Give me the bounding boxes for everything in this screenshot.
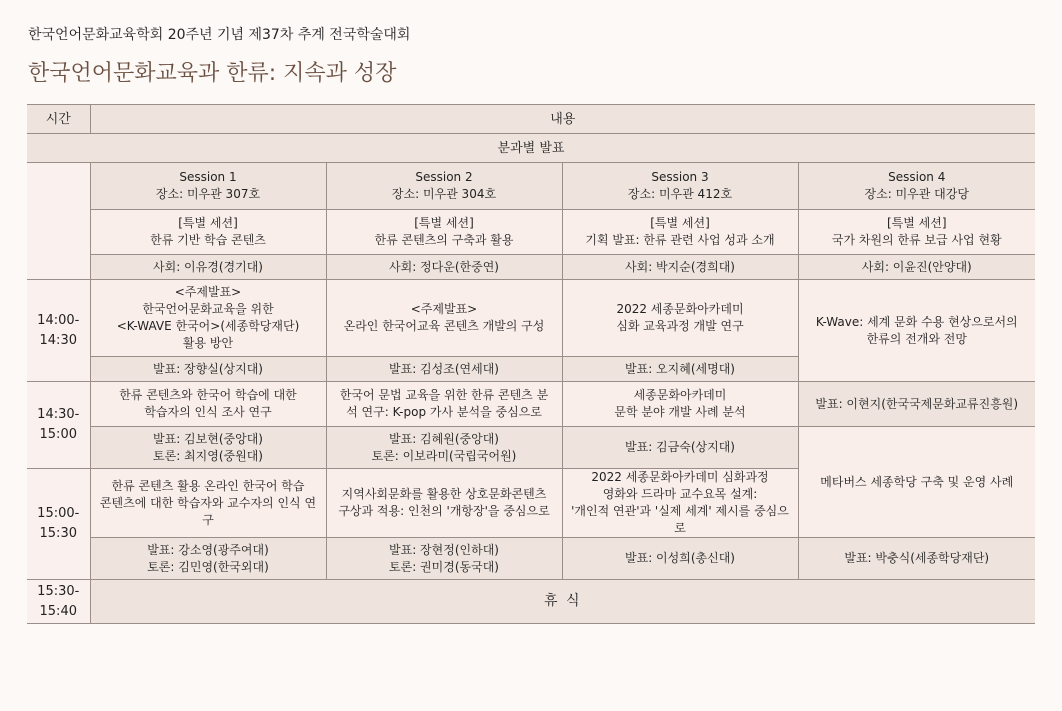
time-end: 15:40 bbox=[39, 603, 77, 619]
session-name: Session 4 bbox=[888, 170, 946, 184]
time-slot-3 bbox=[27, 469, 90, 580]
time-break bbox=[27, 580, 90, 624]
time-start: 15:30- bbox=[37, 583, 80, 599]
session-4-header bbox=[798, 163, 1035, 210]
slot3-s4-topic: 메타버스 세종학당 구축 및 운영 사례 bbox=[798, 427, 1035, 538]
special-topic: 한류 기반 학습 콘텐츠 bbox=[150, 233, 266, 247]
slot3-s4-presenter: 발표: 박충식(세종학당재단) bbox=[798, 538, 1035, 580]
presenter: 발표: 김보현(중앙대) bbox=[153, 431, 263, 446]
presenter: 발표: 강소영(광주여대) bbox=[147, 542, 269, 557]
topic-line: 한류 콘텐츠 활용 온라인 한국어 학습 bbox=[111, 478, 305, 493]
slot1-s2-presenter: 발표: 김성조(연세대) bbox=[326, 357, 562, 382]
topic-line: 한류 콘텐츠와 한국어 학습에 대한 bbox=[119, 388, 297, 402]
moderator-3: 사회: 박지순(경희대) bbox=[562, 255, 798, 280]
slot1-s1-topic bbox=[90, 280, 326, 357]
slot2-s4-presenter: 발표: 이현지(한국국제문화교류진흥원) bbox=[798, 382, 1035, 427]
time-end: 15:00 bbox=[39, 427, 77, 442]
topic-line: 구상과 적용: 인천의 '개항장'을 중심으로 bbox=[338, 504, 550, 518]
topic-line: 활용 방안 bbox=[182, 336, 234, 350]
slot1-s1-presenter: 발표: 장향실(상지대) bbox=[90, 357, 326, 382]
slot3-s3-presenter: 발표: 이성희(총신대) bbox=[562, 538, 798, 580]
topic-line: 석 연구: K-pop 가사 분석을 중심으로 bbox=[346, 405, 542, 419]
session-name: Session 1 bbox=[179, 170, 237, 184]
moderator-1: 사회: 이유경(경기대) bbox=[90, 255, 326, 280]
slot3-s2-topic bbox=[326, 469, 562, 538]
time-end: 15:30 bbox=[39, 526, 77, 541]
time-start: 14:00- bbox=[37, 312, 80, 328]
special-topic: 한류 콘텐츠의 구축과 활용 bbox=[374, 233, 514, 247]
schedule-table bbox=[27, 104, 1035, 624]
time-slot-2 bbox=[27, 382, 90, 469]
slot2-s1-people bbox=[90, 427, 326, 469]
special-topic: 국가 차원의 한류 보급 사업 현황 bbox=[831, 233, 1002, 247]
header-time: 시간 bbox=[27, 105, 90, 134]
slot2-s3-presenter: 발표: 김금숙(상지대) bbox=[562, 427, 798, 469]
special-session-3 bbox=[562, 210, 798, 255]
topic-line: 한국어 문법 교육을 위한 한류 콘텐츠 분 bbox=[339, 388, 549, 402]
presenter: 발표: 김혜원(중앙대) bbox=[389, 431, 499, 446]
topic-line: 영화와 드라마 교수요목 설계: bbox=[602, 487, 758, 501]
slot1-s2-topic bbox=[326, 280, 562, 357]
special-session-4 bbox=[798, 210, 1035, 255]
topic-line: <주제발표> bbox=[410, 302, 478, 316]
session-venue: 장소: 미우관 304호 bbox=[391, 187, 497, 201]
topic-line: 학습자의 인식 조사 연구 bbox=[144, 405, 272, 419]
discussant: 토론: 최지영(중원대) bbox=[153, 448, 263, 463]
slot3-s1-topic bbox=[90, 469, 326, 538]
topic-line: K-Wave: 세계 문화 수용 현상으로서의 bbox=[815, 314, 1018, 329]
session-venue: 장소: 미우관 대강당 bbox=[864, 187, 969, 201]
session-name: Session 3 bbox=[651, 170, 709, 184]
break-label: 휴 식 bbox=[544, 593, 582, 609]
slot2-s1-topic bbox=[90, 382, 326, 427]
special-session-2 bbox=[326, 210, 562, 255]
special-topic: 기획 발표: 한류 관련 사업 성과 소개 bbox=[585, 233, 775, 247]
time-start: 14:30- bbox=[37, 407, 80, 422]
topic-line: '개인적 연관'과 '실제 세계' 제시를 중심으로 bbox=[571, 504, 789, 535]
time-start: 15:00- bbox=[37, 506, 80, 521]
conference-title: 한국언어문화교육학회 20주년 기념 제37차 추계 전국학술대회 bbox=[28, 27, 411, 43]
slot2-s2-people bbox=[326, 427, 562, 469]
topic-line: 문학 분야 개발 사례 분석 bbox=[614, 405, 746, 419]
special-title: [특별 세션] bbox=[414, 216, 474, 230]
break-cell bbox=[90, 580, 1035, 624]
discussant: 토론: 이보라미(국립국어원) bbox=[371, 448, 517, 463]
theme-title: 한국언어문화교육과 한류: 지속과 성장 bbox=[28, 61, 397, 86]
time-end: 14:30 bbox=[39, 332, 77, 348]
special-title: [특별 세션] bbox=[650, 216, 710, 230]
special-title: [특별 세션] bbox=[178, 216, 238, 230]
topic-line: 심화 교육과정 개발 연구 bbox=[616, 319, 744, 333]
moderator-2: 사회: 정다운(한중연) bbox=[326, 255, 562, 280]
discussant: 토론: 김민영(한국외대) bbox=[147, 559, 269, 574]
session-venue: 장소: 미우관 412호 bbox=[627, 187, 733, 201]
session-name: Session 2 bbox=[415, 170, 473, 184]
special-session-1 bbox=[90, 210, 326, 255]
topic-line: <주제발표> bbox=[174, 285, 242, 299]
slot3-s3-topic bbox=[562, 469, 798, 538]
time-empty-cell bbox=[27, 163, 90, 280]
section-label: 분과별 발표 bbox=[27, 134, 1035, 163]
slot1-s3-topic bbox=[562, 280, 798, 357]
topic-line: 2022 세종문화아카데미 bbox=[616, 302, 744, 316]
special-title: [특별 세션] bbox=[886, 216, 947, 230]
topic-line: 온라인 한국어교육 콘텐츠 개발의 구성 bbox=[343, 319, 545, 333]
topic-line: 콘텐츠에 대한 학습자와 교수자의 인식 연구 bbox=[99, 495, 317, 527]
slot1-s4-topic bbox=[798, 280, 1035, 382]
presenter: 발표: 장현정(인하대) bbox=[389, 542, 499, 557]
session-2-header bbox=[326, 163, 562, 210]
slot3-s1-people bbox=[90, 538, 326, 580]
slot2-s2-topic bbox=[326, 382, 562, 427]
topic-line: 세종문화아카데미 bbox=[633, 388, 727, 402]
topic-line: 한국언어문화교육을 위한 bbox=[142, 302, 274, 316]
slot1-s3-presenter: 발표: 오지혜(세명대) bbox=[562, 357, 798, 382]
topic-line: <K-WAVE 한국어>(세종학당재단) bbox=[116, 319, 300, 333]
header-content: 내용 bbox=[90, 105, 1035, 134]
session-1-header bbox=[90, 163, 326, 210]
time-slot-1 bbox=[27, 280, 90, 382]
topic-line: 지역사회문화를 활용한 상호문화콘텐츠 bbox=[341, 487, 547, 501]
session-venue: 장소: 미우관 307호 bbox=[155, 187, 261, 201]
topic-line: 한류의 전개와 전망 bbox=[866, 331, 967, 346]
moderator-4: 사회: 이윤진(안양대) bbox=[798, 255, 1035, 280]
slot3-s2-people bbox=[326, 538, 562, 580]
slot2-s3-topic bbox=[562, 382, 798, 427]
topic-line: 2022 세종문화아카데미 심화과정 bbox=[591, 470, 769, 484]
discussant: 토론: 권미경(동국대) bbox=[389, 559, 499, 574]
session-3-header bbox=[562, 163, 798, 210]
